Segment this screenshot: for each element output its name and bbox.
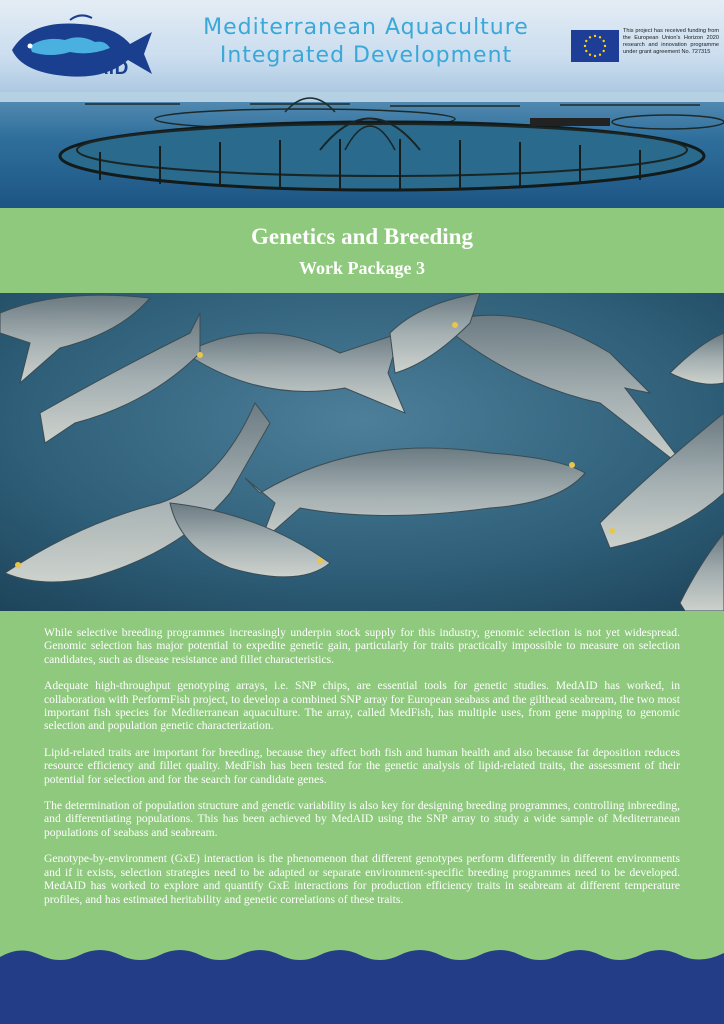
- aquaculture-farm-photo: [0, 92, 724, 208]
- page-subtitle: Work Package 3: [299, 258, 425, 278]
- project-title-line-2: Integrated Development: [219, 43, 513, 68]
- paragraph-genomic-selection: While selective breeding programmes increasingly underpin stock supply for this industry, genomic selection is not yet widespread. Genomic selection has major potential to expedite genetic gain, particularly for traits practically impossible to measure on selection candidates, such as disease resistance and fillet characteristics.: [44, 626, 680, 666]
- page-title: Genetics and Breeding: [251, 224, 473, 249]
- eu-flag-icon: [571, 30, 619, 62]
- eu-funding-note: This project has received funding from the European Union's Horizon 2020 research and innovation programme under grant agreement No. 727315: [623, 28, 719, 55]
- section-heading: [0, 208, 724, 293]
- paragraph-lipid-traits: Lipid-related traits are important for breeding, because they affect both fish and human health and also because fat deposition reduces resource efficiency and fillet quality. MedFish has been tested for the genetic analysis of lipid-related traits, the assessment of their potential for selection and for the search for candidate genes.: [44, 745, 680, 786]
- fish-underwater-photo: [0, 293, 724, 611]
- body-text: [44, 626, 680, 919]
- paragraph-gxe-interaction: Genotype-by-environment (GxE) interaction is the phenomenon that different genotypes perform differently in different environments and if it exists, selection strategies need to be adapted or separate environment-specific breeding programmes need to be developed. MedAID has worked to explore and quantify GxE interactions for production efficiency traits in seabream at different temperature profiles, and has estimated heritability and genetic correlations of these traits.: [44, 852, 680, 906]
- project-title-line-1: Mediterranean Aquaculture: [203, 15, 529, 40]
- paragraph-population-structure: The determination of population structure and genetic variability is also key for designing breeding programmes, controlling inbreeding, and differentiating populations. This has been achieved by MedAID using the SNP array to study a wide sample of Mediterranean populations of seabass and seabream.: [44, 799, 680, 839]
- logo-text: medAID: [54, 58, 129, 79]
- project-title: [168, 14, 564, 70]
- footer-wave: [0, 945, 724, 1024]
- page-header: [0, 0, 724, 208]
- paragraph-snp-arrays: Adequate high-throughput genotyping arrays, i.e. SNP chips, are essential tools for genetic studies. MedAID has worked, in collaboration with PerformFish project, to develop a combined SNP array for European seabass and the gilthead seabream, the two most important fish species for Mediterranean aquaculture. The array, called MedFish, has multiple uses, from gene mapping to genomic selection and population genetic characterization.: [44, 679, 680, 733]
